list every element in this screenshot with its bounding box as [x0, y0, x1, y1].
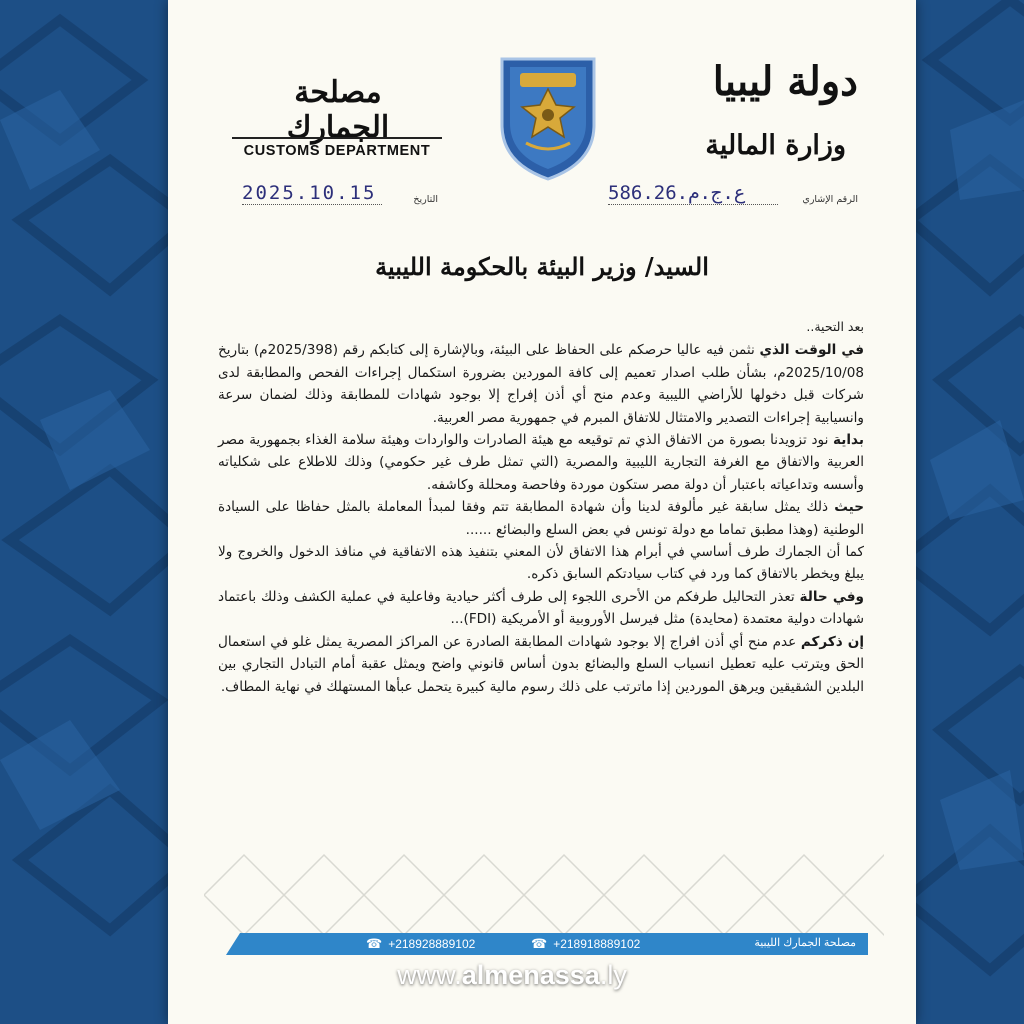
- addressee-heading: السيد/ وزير البيئة بالحكومة الليبية: [375, 252, 709, 281]
- phone-contact-2: [531, 936, 640, 952]
- phone-number-2: +218918889102: [553, 937, 641, 951]
- reference-row: [608, 178, 858, 218]
- letter-body: [218, 316, 864, 698]
- paragraph: [218, 631, 864, 698]
- paragraph-text: عدم منح أي أذن افراج إلا بوجود شهادات المطابقة الصادرة عن المراكز المصرية يمثل غلو في استعمال الحق ويترتب عليه تعطيل انسياب السلع والبضائع بدون أساس قانوني واضح ويمثل عقبة أمام التبادل التجاري بين البلدين الشقيقين ويرهق الموردين إذا ماترتب على ذلك رسوم مالية كبيرة يتحمل عبأها المستهلك في نهاية المطاف.: [218, 633, 864, 695]
- paragraph-lead: بداية: [833, 432, 864, 449]
- phone-icon: ☎: [531, 936, 548, 951]
- paragraph: [218, 496, 864, 541]
- watermark-suffix: .ly: [599, 960, 627, 990]
- phone-number-1: +218928889102: [388, 937, 476, 951]
- phone-contact-1: [366, 936, 475, 952]
- site-watermark: [0, 960, 1024, 991]
- footer-organization: مصلحة الجمارك الليبية: [754, 937, 856, 949]
- footer-contact-bar: [226, 933, 868, 955]
- footer-bar-notch: [226, 933, 240, 955]
- paragraph-text: نود تزويدنا بصورة من الاتفاق الذي تم توقيعه مع هيئة الصادرات والواردات وهيئة سلامة الغذاء بجمهورية مصر العربية والاتفاق مع الغرفة التجارية الليبية والمصرية (التي تمثل طرف غير حكومي) وذلك للاطلاع على شكلياته وأسسه وتداعياته باعتبار أن دولة مصر ستكون موردة وفاحصة ومحللة وكاشفه.: [218, 432, 864, 493]
- footer-diamond-pattern: [204, 850, 884, 940]
- paragraph-text: نثمن فيه عاليا حرصكم على الحفاظ على البيئة، وبالإشارة إلى كتابكم رقم (2025/398م) بتاريخ 2025/10/08م، بشأن طلب اصدار تعميم إلى كافة الموردين بضرورة استكمال إجراءات الفحص والمطابقة لدى شركات قبل دخولها للأراضي الليبية وعدم منح أي أذن إفراج إلا بوجود شهادات للمطابقة وذلك لضمان سرعة وانسيابية إجراءات التصدير والامتثال للاتفاق المبرم في جمهورية مصر العربية.: [218, 342, 864, 426]
- paragraph: [218, 541, 864, 586]
- paragraph-text: ذلك يمثل سابقة غير مألوفة لدينا وأن شهادة المطابقة تتم وفقا لمبدأ المعاملة بالمثل حفاظا على السيادة الوطنية (وهذا مطبق تماما مع دولة تونس في بعض السلع والبضائع ......: [218, 499, 864, 538]
- paragraph: [218, 429, 864, 496]
- letterhead-customs-arabic: مصلحة الجمارك: [286, 75, 390, 145]
- paragraph-lead: في الوقت الذي: [759, 342, 864, 359]
- paragraph-lead: وفي حالة: [799, 588, 864, 605]
- letter-page: [168, 0, 916, 1024]
- date-label: التاريخ: [413, 194, 438, 205]
- reference-value: 586.26.ع.ج.م: [608, 182, 778, 205]
- date-row: [238, 178, 438, 218]
- paragraph: [218, 586, 864, 631]
- phone-icon: ☎: [366, 936, 383, 951]
- letterhead-customs-english: CUSTOMS DEPARTMENT: [232, 137, 442, 159]
- paragraph: [218, 339, 864, 429]
- letterhead-ministry-finance: وزارة المالية: [705, 130, 846, 161]
- watermark-prefix: www.: [397, 960, 462, 990]
- watermark-brand: almenassa: [461, 960, 600, 990]
- letterhead-state-libya: دولة ليبيا: [712, 58, 858, 105]
- customs-emblem-logo: [496, 55, 600, 181]
- date-value: 2025.10.15: [242, 182, 382, 205]
- paragraph-text: تعذر التحاليل طرفكم من الأحرى اللجوء إلى طرف أكثر حيادية وفاعلية في عملية الكشف وذلك باعتماد شهادات دولية معتمدة (محايدة) مثل فيرسل الأوروبية أو الأمريكية (FDI)...: [218, 588, 864, 628]
- paragraph-lead: إن ذكركم: [800, 633, 864, 650]
- reference-label: الرقم الإشاري: [802, 194, 858, 205]
- paragraph-lead: حيث: [834, 499, 864, 516]
- greeting: بعد التحية..: [806, 319, 864, 334]
- paragraph-text: كما أن الجمارك طرف أساسي في أبرام هذا الاتفاق لأن المعني بتنفيذ هذه الاتفاقية في منافذ الدخول والخروج ولا يبلغ ويخطر بالاتفاق كما ورد في كتاب سيادتكم السابق ذكره.: [218, 544, 864, 583]
